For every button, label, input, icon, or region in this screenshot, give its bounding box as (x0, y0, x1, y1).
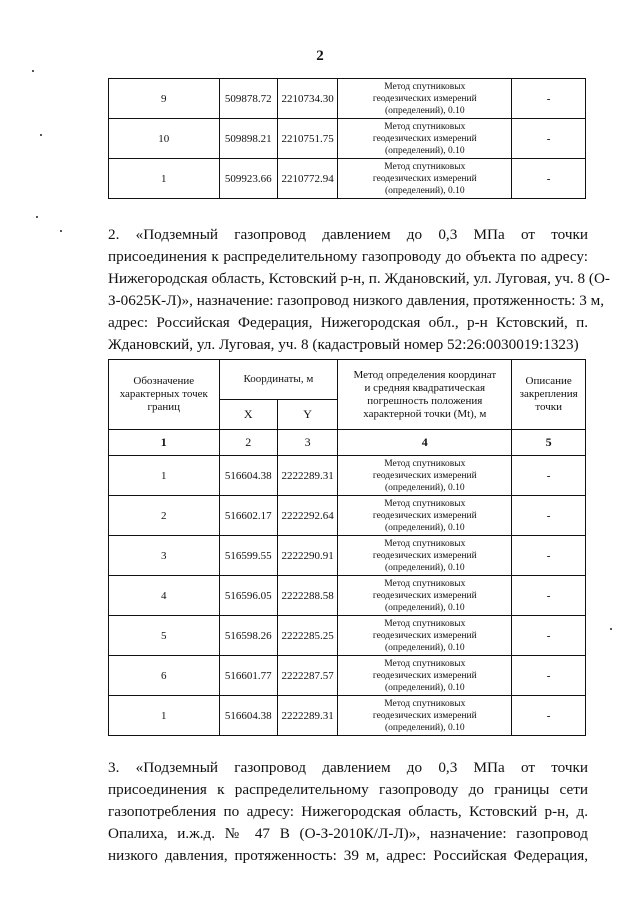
method-line: Метод спутниковых (384, 538, 466, 549)
method-cell (338, 616, 512, 656)
x-cell: 509878.72 (219, 79, 277, 119)
method-cell (338, 536, 512, 576)
header-y: Y (277, 400, 337, 430)
scan-speck (40, 134, 42, 136)
text-line: Ждановский, ул. Луговая, уч. 8 (кадастровый номер 52:26:0030019:1323) (108, 336, 579, 353)
coordinates-table (108, 359, 586, 736)
method-cell (338, 576, 512, 616)
table-row (109, 159, 586, 199)
method-line: геодезических измерений (372, 470, 477, 481)
y-cell: 2210772.94 (277, 159, 337, 199)
y-cell: 2222292.64 (277, 496, 337, 536)
method-line: Метод спутниковых (384, 618, 466, 629)
point-cell: 1 (109, 456, 220, 496)
method-line: (определений), 0.10 (384, 722, 465, 733)
method-line: (определений), 0.10 (384, 145, 465, 156)
point-cell: 4 (109, 576, 220, 616)
text-line: газопотребления по адресу: Нижегородская область, Кстовский р-н, д. (108, 803, 588, 820)
text-line: 2. «Подземный газопровод давлением до 0,3 МПа от точки (108, 226, 588, 243)
description-cell: - (512, 536, 586, 576)
method-line: (определений), 0.10 (384, 642, 465, 653)
text-line: адрес: Российская Федерация, Нижегородская обл., р-н Кстовский, п. (108, 314, 588, 331)
table-row (109, 536, 586, 576)
table-row (109, 496, 586, 536)
table-row (109, 616, 586, 656)
method-line: (определений), 0.10 (384, 602, 465, 613)
method-line: геодезических измерений (372, 133, 477, 144)
y-cell: 2222285.25 (277, 616, 337, 656)
description-cell: - (512, 119, 586, 159)
method-line: геодезических измерений (372, 173, 477, 184)
method-line: (определений), 0.10 (384, 682, 465, 693)
y-cell: 2222290.91 (277, 536, 337, 576)
point-cell: 1 (109, 696, 220, 736)
y-cell: 2210751.75 (277, 119, 337, 159)
table-row (109, 456, 586, 496)
index-cell: 4 (338, 430, 512, 456)
point-cell: 6 (109, 656, 220, 696)
method-cell (338, 496, 512, 536)
point-cell: 5 (109, 616, 220, 656)
method-line: Метод спутниковых (384, 698, 466, 709)
x-cell: 516599.55 (219, 536, 277, 576)
method-cell (338, 656, 512, 696)
table-row (109, 576, 586, 616)
x-cell: 516602.17 (219, 496, 277, 536)
point-cell: 3 (109, 536, 220, 576)
method-line: Метод спутниковых (384, 498, 466, 509)
method-cell (338, 79, 512, 119)
method-line: (определений), 0.10 (384, 105, 465, 116)
method-line: геодезических измерений (372, 670, 477, 681)
page-number: 2 (316, 48, 324, 64)
point-cell: 1 (109, 159, 220, 199)
method-line: (определений), 0.10 (384, 522, 465, 533)
index-cell: 1 (109, 430, 220, 456)
method-line: геодезических измерений (372, 630, 477, 641)
paragraph-item-3 (108, 757, 588, 867)
method-line: геодезических измерений (372, 510, 477, 521)
x-cell: 516604.38 (219, 696, 277, 736)
paragraph-item-2 (108, 224, 610, 356)
scan-speck (36, 216, 38, 218)
scan-speck (60, 230, 62, 232)
method-line: (определений), 0.10 (384, 482, 465, 493)
text-line: Опалиха, и.ж.д. № 47 В (О-З-2010К/Л-Л)», назначение: газопровод (108, 825, 588, 842)
method-cell (338, 119, 512, 159)
description-cell: - (512, 456, 586, 496)
y-cell: 2210734.30 (277, 79, 337, 119)
table-row (109, 119, 586, 159)
method-cell (338, 456, 512, 496)
method-line: Метод спутниковых (384, 81, 466, 92)
method-line: геодезических измерений (372, 710, 477, 721)
header-x: X (219, 400, 277, 430)
text-line: Нижегородская область, Кстовский р-н, п. Ждановский, ул. Луговая, уч. 8 (О- (108, 270, 610, 287)
x-cell: 516601.77 (219, 656, 277, 696)
method-line: Метод спутниковых (384, 658, 466, 669)
method-line: геодезических измерений (372, 550, 477, 561)
description-cell: - (512, 159, 586, 199)
description-cell: - (512, 79, 586, 119)
table-row (109, 656, 586, 696)
text-line: присоединения к распределительному газопроводу до границы сети (108, 781, 588, 798)
method-line: Метод спутниковых (384, 121, 466, 132)
y-cell: 2222288.58 (277, 576, 337, 616)
coordinates-table-continued (108, 78, 586, 199)
method-line: Метод спутниковых (384, 458, 466, 469)
scan-speck (610, 628, 612, 630)
text-line: низкого давления, протяженность: 39 м, адрес: Российская Федерация, (108, 847, 588, 864)
header-description: Описание закрепления точки (512, 360, 586, 430)
y-cell: 2222289.31 (277, 696, 337, 736)
x-cell: 516604.38 (219, 456, 277, 496)
y-cell: 2222287.57 (277, 656, 337, 696)
method-cell (338, 696, 512, 736)
scan-speck (32, 70, 34, 72)
x-cell: 516598.26 (219, 616, 277, 656)
index-cell: 2 (219, 430, 277, 456)
description-cell: - (512, 496, 586, 536)
description-cell: - (512, 616, 586, 656)
table-row (109, 79, 586, 119)
header-point-designation: Обозначение характерных точек границ (109, 360, 220, 430)
index-cell: 5 (512, 430, 586, 456)
text-line: присоединения к распределительному газопроводу до объекта по адресу: (108, 248, 588, 265)
description-cell: - (512, 696, 586, 736)
point-cell: 9 (109, 79, 220, 119)
header-method: Метод определения координат и средняя квадратическая погрешность положения характерной точки (Mt), м (338, 360, 512, 430)
method-cell (338, 159, 512, 199)
table-row (109, 696, 586, 736)
method-line: геодезических измерений (372, 590, 477, 601)
point-cell: 2 (109, 496, 220, 536)
method-line: Метод спутниковых (384, 578, 466, 589)
text-line: 3. «Подземный газопровод давлением до 0,3 МПа от точки (108, 759, 588, 776)
y-cell: 2222289.31 (277, 456, 337, 496)
description-cell: - (512, 656, 586, 696)
point-cell: 10 (109, 119, 220, 159)
x-cell: 516596.05 (219, 576, 277, 616)
method-line: (определений), 0.10 (384, 562, 465, 573)
index-cell: 3 (277, 430, 337, 456)
method-line: Метод спутниковых (384, 161, 466, 172)
method-line: (определений), 0.10 (384, 185, 465, 196)
description-cell: - (512, 576, 586, 616)
text-line: З-0625К-Л)», назначение: газопровод низкого давления, протяженность: 3 м, (108, 292, 605, 309)
x-cell: 509923.66 (219, 159, 277, 199)
method-line: геодезических измерений (372, 93, 477, 104)
header-coordinates: Координаты, м (219, 360, 338, 400)
x-cell: 509898.21 (219, 119, 277, 159)
